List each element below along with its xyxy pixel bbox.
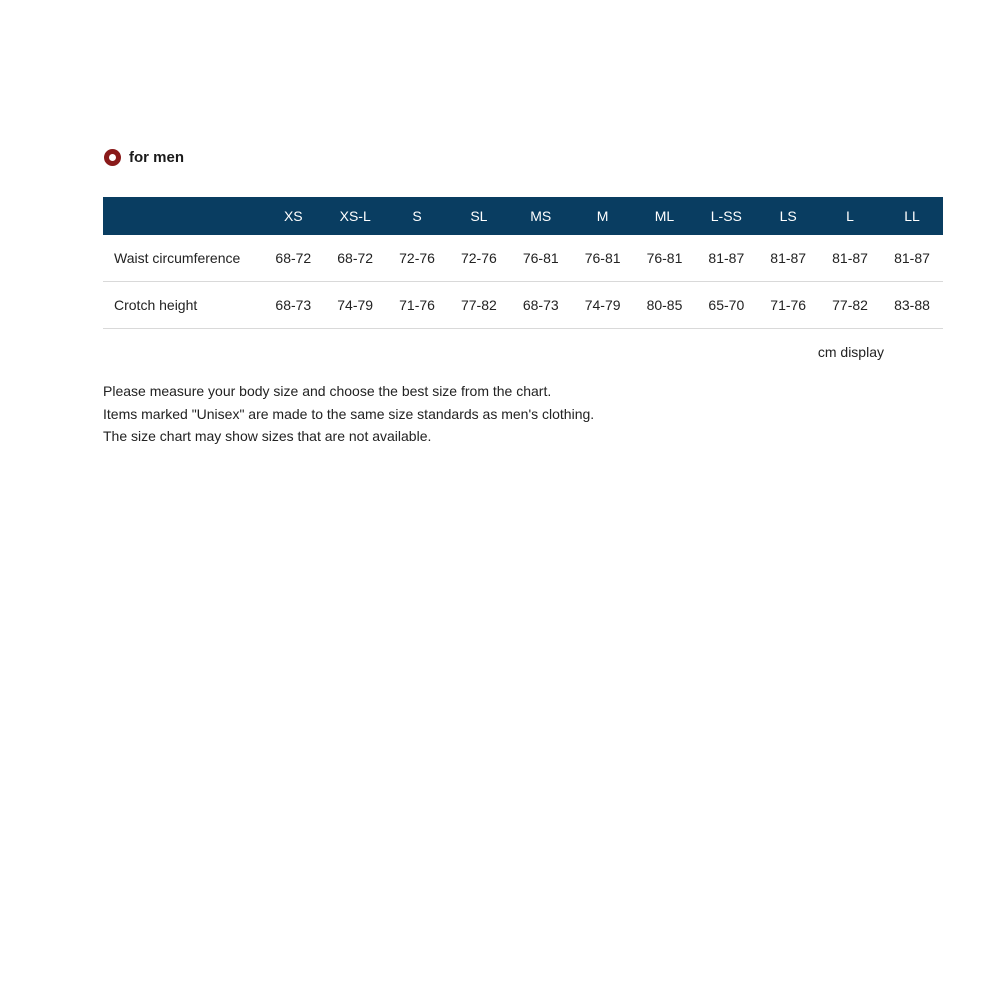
circle-bullet-icon: [104, 149, 121, 166]
table-cell: 76-81: [510, 235, 572, 282]
size-header-m: M: [572, 197, 634, 235]
table-cell: 71-76: [757, 282, 819, 329]
header-corner-cell: [103, 197, 262, 235]
row-label-crotch: Crotch height: [103, 282, 262, 329]
table-cell: 80-85: [634, 282, 696, 329]
table-cell: 68-73: [510, 282, 572, 329]
section-heading: [104, 149, 184, 166]
size-header-l-ss: L-SS: [695, 197, 757, 235]
size-header-ml: ML: [634, 197, 696, 235]
size-header-xs: XS: [262, 197, 324, 235]
table-cell: 81-87: [819, 235, 881, 282]
size-header-sl: SL: [448, 197, 510, 235]
note-line: Please measure your body size and choose the best size from the chart.: [103, 383, 552, 399]
table-cell: 77-82: [448, 282, 510, 329]
size-header-ll: LL: [881, 197, 943, 235]
size-header-ls: LS: [757, 197, 819, 235]
size-notes: [103, 380, 594, 448]
table-cell: 68-72: [324, 235, 386, 282]
size-chart-container[interactable]: [103, 197, 930, 329]
note-line: The size chart may show sizes that are not available.: [103, 428, 432, 444]
table-cell: 68-73: [262, 282, 324, 329]
table-cell: 74-79: [572, 282, 634, 329]
row-label-waist: Waist circumference: [103, 235, 262, 282]
table-cell: 72-76: [386, 235, 448, 282]
size-header-xs-l: XS-L: [324, 197, 386, 235]
table-cell: 77-82: [819, 282, 881, 329]
table-cell: 71-76: [386, 282, 448, 329]
table-cell: 74-79: [324, 282, 386, 329]
table-row-crotch: [103, 282, 943, 329]
table-cell: 81-87: [881, 235, 943, 282]
table-cell: 83-88: [881, 282, 943, 329]
size-header-ms: MS: [510, 197, 572, 235]
table-cell: 65-70: [695, 282, 757, 329]
section-title: for men: [129, 149, 185, 166]
table-cell: 76-81: [634, 235, 696, 282]
size-header-l: L: [819, 197, 881, 235]
table-cell: 76-81: [572, 235, 634, 282]
table-cell: 72-76: [448, 235, 510, 282]
size-header-s: S: [386, 197, 448, 235]
size-header-row: [103, 197, 943, 235]
note-line: Items marked "Unisex" are made to the same size standards as men's clothing.: [103, 405, 595, 422]
table-row-waist: [103, 235, 943, 282]
unit-note: cm display: [817, 344, 884, 360]
table-cell: 81-87: [695, 235, 757, 282]
table-cell: 81-87: [757, 235, 819, 282]
size-chart-table: [103, 197, 943, 329]
table-cell: 68-72: [262, 235, 324, 282]
